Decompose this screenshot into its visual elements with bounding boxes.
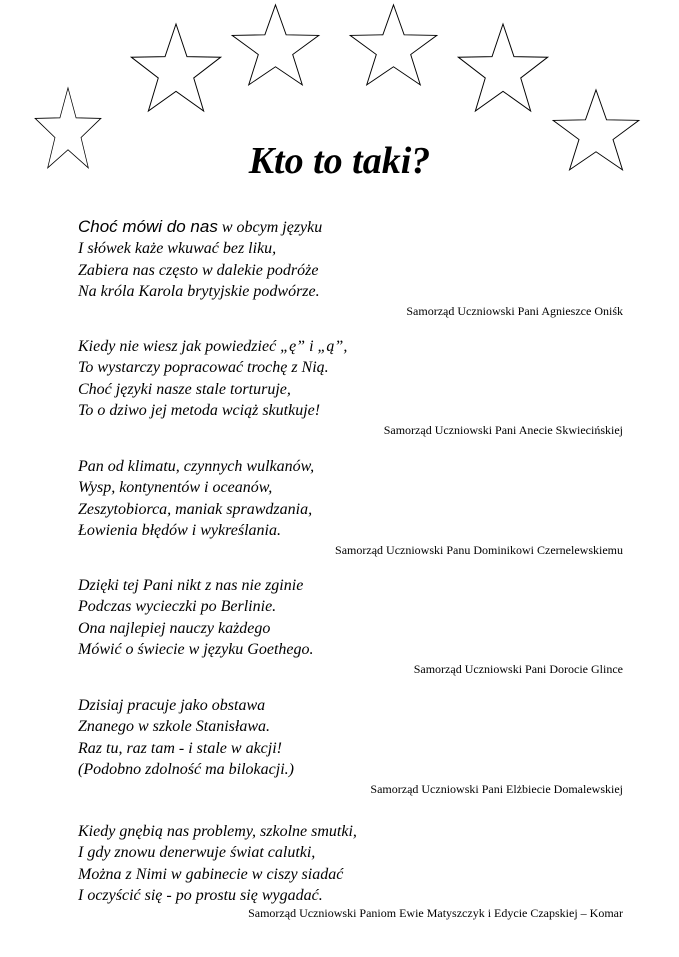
poem-line: Zabiera nas często w dalekie podróże xyxy=(78,261,319,279)
poem-stanza xyxy=(78,575,623,677)
star-icon xyxy=(346,3,441,95)
poem-line: Dzisiaj pracuje jako obstawa xyxy=(78,697,266,714)
poem-line: Zeszytobiorca, maniak sprawdzania, xyxy=(78,500,313,518)
poem-line: I słówek każe wkuwać bez liku, xyxy=(78,240,277,258)
poem-stanza xyxy=(78,336,623,438)
page-title: Kto to taki? xyxy=(248,140,431,182)
poem-line: Choć języki nasze stale torturuje, xyxy=(78,380,291,398)
poem-line: Znanego w szkole Stanisława. xyxy=(78,718,271,736)
poem-line: Wysp, kontynentów i oceanów, xyxy=(78,479,273,497)
poem-line: Pan od klimatu, czynnych wulkanów, xyxy=(78,458,315,475)
poem-line: Podczas wycieczki po Berlinie. xyxy=(78,598,277,616)
poem-line: Na króla Karola brytyjskie podwórze. xyxy=(78,282,320,300)
poem-line-lead: Choć mówi do nas xyxy=(78,217,218,236)
poem-stanza xyxy=(78,456,623,558)
stanza-signature: Samorząd Uczniowski Paniom Ewie Matyszczyk i Edycie Czapskiej – Komar xyxy=(248,906,623,921)
stanza-signature: Samorząd Uczniowski Pani Dorocie Glince xyxy=(413,662,623,677)
star-icon xyxy=(454,22,552,122)
poem-line xyxy=(78,216,623,238)
poem-line: Dzięki tej Pani nikt z nas nie zginie xyxy=(78,577,304,594)
poem-line: (Podobno zdolność ma bilokacji.) xyxy=(78,760,294,778)
star-icon xyxy=(228,3,323,95)
poem-line: Kiedy nie wiesz jak powiedzieć „ę” i „ą”, xyxy=(78,338,348,355)
stanza-signature: Samorząd Uczniowski Pani Anecie Skwiecińskiej xyxy=(383,423,623,438)
poem-stanza xyxy=(78,216,623,319)
poem-line: Można z Nimi w gabinecie w ciszy siadać xyxy=(78,865,344,883)
poem-line: I gdy znowu denerwuje świat calutki, xyxy=(78,844,316,862)
poem-stanza xyxy=(78,821,623,921)
poem-line: Łowienia błędów i wykreślania. xyxy=(78,521,281,539)
stanza-signature: Samorząd Uczniowski Panu Dominikowi Czernelewskiemu xyxy=(335,543,623,558)
poem-line: Ona najlepiej nauczy każdego xyxy=(78,619,271,637)
poem-line: Kiedy gnębią nas problemy, szkolne smutki, xyxy=(78,823,357,840)
poem-line: To wystarczy popracować trochę z Nią. xyxy=(78,359,329,377)
star-icon xyxy=(127,22,225,122)
stanza-signature: Samorząd Uczniowski Pani Agnieszce Oniśk xyxy=(406,304,623,319)
poem-stanza xyxy=(78,695,623,797)
poem-line: Raz tu, raz tam - i stale w akcji! xyxy=(78,739,282,757)
poem-line: To o dziwo jej metoda wciąż skutkuje! xyxy=(78,401,321,419)
stanza-signature: Samorząd Uczniowski Pani Elżbiecie Domalewskiej xyxy=(370,782,623,797)
poem-line: Mówić o świecie w języku Goethego. xyxy=(78,640,314,658)
poem-line: I oczyścić się - po prostu się wygadać. xyxy=(78,886,323,904)
poem-line-rest: w obcym języku xyxy=(217,219,323,236)
